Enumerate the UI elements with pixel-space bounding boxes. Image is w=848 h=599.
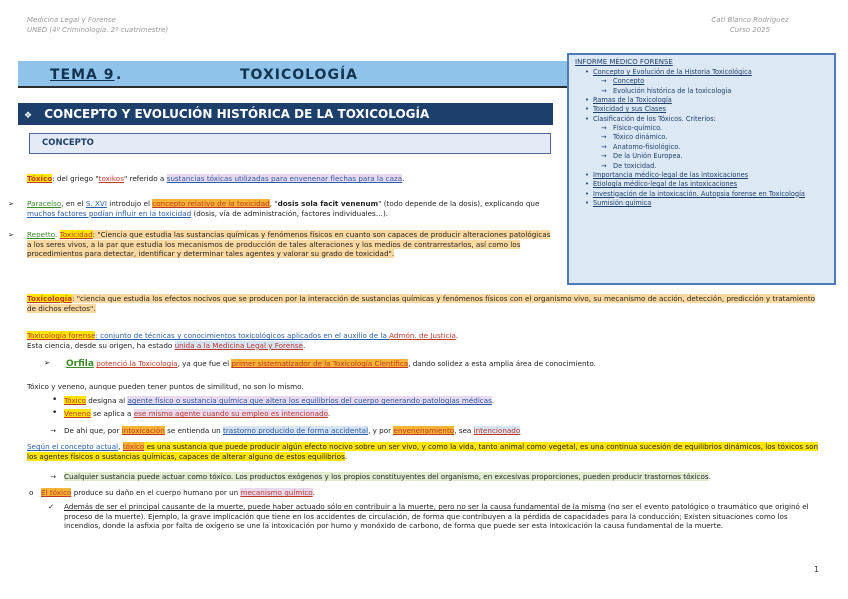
index-item[interactable]: • Concepto y Evolución de la Historia Toxicológica bbox=[575, 68, 828, 77]
toxico-term: Tóxico bbox=[27, 174, 53, 183]
section-heading-label: CONCEPTO Y EVOLUCIÓN HISTÓRICA DE LA TOXICOLOGÍA bbox=[44, 107, 430, 121]
text: . bbox=[54, 230, 60, 239]
circle-bullet-icon: o bbox=[29, 488, 34, 497]
text: . bbox=[402, 174, 405, 183]
toxico-agent-def: agente físico o sustancia química que altera los equilibrios del cuerpo generando patologías médicas bbox=[127, 396, 492, 405]
veneno-def: ese mismo agente cuando su empleo es intencionado bbox=[133, 409, 328, 418]
century: S. XVI bbox=[85, 199, 107, 208]
index-item[interactable]: • Investigación de la intoxicación. Autopsia forense en Toxicología bbox=[575, 190, 828, 199]
right-arrow-icon: → bbox=[50, 426, 57, 435]
index-subitem[interactable]: → Evolución histórica de la toxicología bbox=[575, 87, 828, 96]
chemical-mechanism: mecanismo químico bbox=[240, 488, 313, 497]
index-subitem[interactable]: → Tóxico dinámico. bbox=[575, 133, 828, 142]
index-heading: INFORME MÉDICO FORENSE bbox=[575, 58, 673, 66]
index-item[interactable]: • Clasificación de los Tóxicos. Criterios: bbox=[575, 115, 828, 124]
envenenamiento-word: envenenamiento bbox=[393, 426, 455, 435]
forense-term: Toxicología forense bbox=[27, 331, 96, 340]
toxico-bullet bbox=[52, 396, 822, 406]
text: , sea bbox=[454, 426, 474, 435]
subsection-heading: CONCEPTO bbox=[29, 133, 551, 154]
text: se entienda un bbox=[164, 426, 224, 435]
forense-line bbox=[27, 331, 827, 341]
index-item[interactable]: • Sumisión química bbox=[575, 199, 828, 208]
arrow-bullet-icon: ➢ bbox=[8, 199, 15, 208]
relative-toxicity: concepto relativo de la toxicidad bbox=[152, 199, 270, 208]
toxicidad-term: Toxicidad bbox=[59, 230, 93, 239]
dot-bullet-icon: • bbox=[52, 408, 58, 418]
toxico-word: Tóxico bbox=[64, 396, 86, 405]
index-subitem[interactable]: → Concepto bbox=[575, 77, 828, 86]
text: introdujo el bbox=[106, 199, 153, 208]
dot-bullet-icon: • bbox=[52, 395, 58, 405]
index-list bbox=[575, 68, 828, 208]
any-substance-line bbox=[50, 472, 825, 482]
toxico-veneno-intro: Tóxico y veneno, aunque pueden tener puntos de similitud, no son lo mismo. bbox=[27, 382, 304, 391]
text: . bbox=[312, 488, 315, 497]
text: , " bbox=[269, 199, 278, 208]
index-item[interactable]: • Importancia médico-legal de las intoxicaciones bbox=[575, 171, 828, 180]
orfila-item bbox=[44, 358, 824, 370]
orfila-potencio: potenció la Toxicología bbox=[96, 359, 178, 368]
toxico-meaning: sustancias tóxicas utilizadas para envenenar flechas para la caza bbox=[166, 174, 403, 183]
index-box bbox=[567, 53, 836, 285]
arrow-bullet-icon: ➢ bbox=[44, 358, 51, 367]
text: produce su daño en el cuerpo humano por un bbox=[71, 488, 241, 497]
text: . bbox=[708, 472, 711, 481]
index-item[interactable]: • Toxicidad y sus Clases bbox=[575, 105, 828, 114]
text: . bbox=[455, 331, 459, 340]
arrow-bullet-icon: ➢ bbox=[8, 230, 15, 239]
accidental-disorder: trastorno producido de forma accidental bbox=[223, 426, 369, 435]
text: De ahí que, por bbox=[64, 426, 122, 435]
forense-text: : conjunto de técnicas y conocimientos toxicológicos aplicados en el auxilio de la bbox=[95, 331, 390, 340]
text: (dosis, vía de administración, factores individuales…). bbox=[191, 208, 389, 218]
forense-definition bbox=[27, 331, 827, 350]
orfila-name: Orfila bbox=[66, 359, 94, 369]
header-author: Cati Blanco Rodríguez bbox=[711, 16, 789, 24]
index-item[interactable]: • Etiología médico-legal de las intoxicaciones bbox=[575, 180, 828, 189]
toxicologia-text: : "ciencia que estudia los efectos nocivos que se producen por la interacción de sustancias químicas y fenómenos físicos con el organismo vivo, su mecanismo de acción, detección, predicción y tratamiento de dichos efectos". bbox=[27, 294, 816, 313]
header-year: Curso 2025 bbox=[729, 26, 771, 35]
text: : del griego " bbox=[52, 174, 99, 183]
repetto-definition: : "Ciencia que estudia las sustancias químicas y fenómenos físicos en cuanto son capaces de producir alteraciones patológicas a los seres vivos, a la par que estudia los mecanismos de producción de tales alteraciones y los medios de contrarrestarlos, así como los procedimientos para detectar, identificar y determinar tales agentes y valorar su grado de toxicidad". bbox=[27, 230, 551, 259]
toxico-mechanism bbox=[27, 488, 817, 498]
toxikos-word: toxikos bbox=[98, 174, 124, 183]
death-cause-detail: (no ser el evento patológico o traumático que originó el proceso de la muerte). Ejemplo, la grave implicación que tiene en los accidentes de circulación, de forma que contribuyen a la pérdida de capacidades para la conducción; Existen situaciones como los incendios, donde la asfixia por falta de oxígeno se une la intoxicación por humo y monóxido de carbono, de forma que puede ser esta intoxicación la causa fundamental de la muerte. bbox=[64, 502, 809, 531]
tema-number: TEMA 9 bbox=[50, 67, 115, 83]
toxicologia-term: Toxicología bbox=[27, 294, 73, 303]
text: . bbox=[344, 451, 348, 461]
index-item[interactable]: • Ramas de la Toxicología bbox=[575, 96, 828, 105]
intoxicacion-line bbox=[50, 426, 820, 436]
medicina-legal-link: unida a la Medicina Legal y Forense bbox=[174, 340, 303, 350]
any-substance-text: Cualquier sustancia puede actuar como tóxico. Los productos exógenos y los propios constituyentes del organismo, en excesivas proporciones, pueden producir trastornos tóxicos bbox=[64, 472, 709, 481]
veneno-word: Veneno bbox=[64, 409, 91, 418]
page-number: 1 bbox=[814, 565, 820, 574]
header-university: UNED (4º Criminología. 2º cuatrimestre) bbox=[27, 26, 169, 35]
toxicologia-definition bbox=[27, 294, 822, 313]
latin-quote: dosis sola facit venenum bbox=[277, 199, 379, 208]
text: designa al bbox=[85, 396, 128, 405]
toxicologia-block bbox=[27, 294, 815, 313]
current-concept-label: Según el concepto actual bbox=[27, 442, 119, 451]
death-cause-main: Además de ser el principal causante de la muerte, puede haber actuado sólo en contribuir a la muerte, pero no ser la causa fundamental de la misma bbox=[64, 502, 606, 511]
check-icon: ✓ bbox=[48, 502, 55, 511]
justice-admin: Admón. de Justicia bbox=[389, 331, 456, 340]
header-left bbox=[27, 15, 168, 35]
text: , en el bbox=[61, 199, 86, 208]
text: , bbox=[118, 442, 123, 451]
veneno-bullet bbox=[52, 409, 822, 419]
tema-dot: . bbox=[116, 67, 122, 83]
right-arrow-icon: → bbox=[50, 472, 57, 481]
text: . bbox=[302, 340, 306, 350]
index-subitem[interactable]: → Físico-químico. bbox=[575, 124, 828, 133]
factors-text: muchos factores podían influir en la toxicidad bbox=[27, 208, 192, 218]
death-cause-note bbox=[48, 502, 820, 531]
repetto-name: Repetto bbox=[27, 230, 55, 239]
intoxicacion-word: intoxicación bbox=[121, 426, 165, 435]
index-subitem[interactable]: → Anatomo-fisiológico. bbox=[575, 143, 828, 152]
diamond-bullet-icon: ❖ bbox=[24, 111, 33, 121]
toxico-keyword: tóxico bbox=[122, 442, 145, 451]
text: . bbox=[491, 396, 495, 405]
paracelso-item bbox=[8, 199, 553, 218]
section-heading bbox=[18, 103, 553, 125]
text: Esta ciencia, desde su origen, ha estado bbox=[27, 340, 175, 350]
text: , ya que fue el bbox=[177, 359, 232, 368]
index-subitem[interactable]: → De la Unión Europea. bbox=[575, 152, 828, 161]
header-course: Medicina Legal y Forense bbox=[27, 16, 116, 24]
header-right bbox=[690, 15, 810, 35]
text: , y por bbox=[368, 426, 394, 435]
current-concept-text: es una sustancia que puede producir algún efecto nocivo sobre un ser vivo, y como la vida, tanto animal como vegetal, es una continua sucesión de equilibrios dinámicos, los tóxicos son los agentes físicos o sustancias químicas, capaces de alterar alguno de estos equilibrios bbox=[27, 442, 819, 461]
toxico-definition bbox=[27, 174, 557, 184]
index-subitem[interactable]: → De toxicidad. bbox=[575, 162, 828, 171]
repetto-item bbox=[8, 230, 553, 259]
text: , dando solidez a esta amplia área de conocimiento. bbox=[408, 359, 596, 368]
orfila-sistematizador: primer sistematizador de la Toxicología Científica bbox=[231, 359, 409, 368]
text: " (todo depende de la dosis), explicando que bbox=[378, 199, 540, 208]
paracelso-name: Paracelso bbox=[27, 199, 62, 208]
current-concept bbox=[27, 442, 827, 461]
tema-title: TOXICOLOGÍA bbox=[240, 67, 358, 83]
text: " referido a bbox=[123, 174, 167, 183]
el-toxico-word: El tóxico bbox=[41, 488, 72, 497]
intencionado-word: intencionado bbox=[473, 426, 521, 435]
forense-line-2 bbox=[27, 341, 827, 351]
text: . bbox=[327, 409, 331, 418]
text: se aplica a bbox=[90, 409, 134, 418]
